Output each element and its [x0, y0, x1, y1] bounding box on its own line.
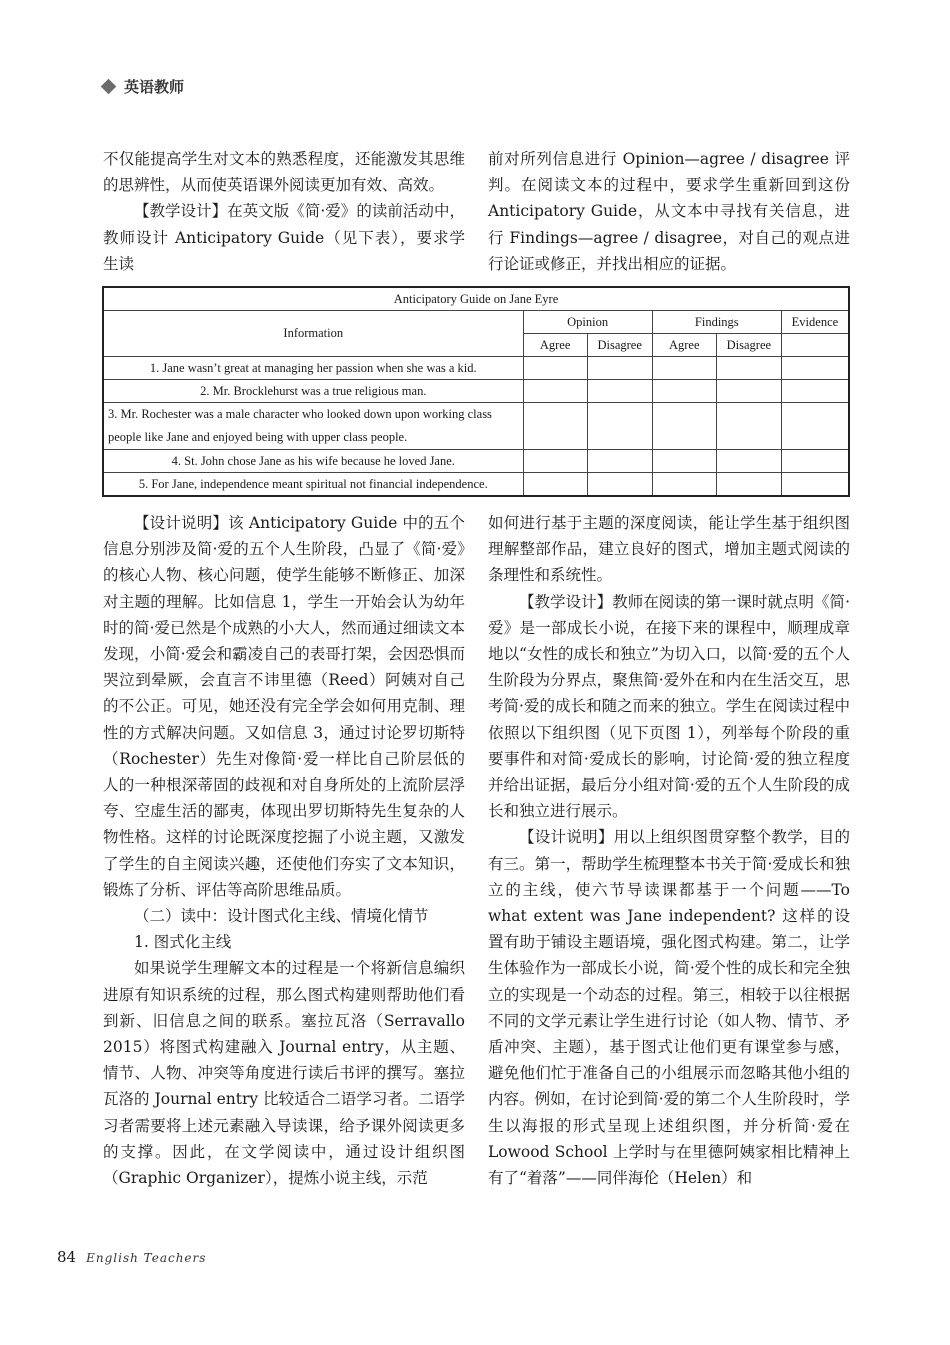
table-row [103, 450, 849, 473]
table-row [103, 380, 849, 403]
subsection-heading: 1. 图式化主线 [134, 933, 232, 952]
header-agree: Agree [652, 334, 716, 357]
top-left-column [103, 146, 465, 277]
header-information: Information [103, 311, 523, 357]
paragraph: 如果说学生理解文本的过程是一个将新信息编织进原有知识系统的过程，那么图式构建则帮助他们看到新、旧信息之间的联系。塞拉瓦洛（Serravallo 2015）将图式构建融入 Journal entry，从主题、情节、人物、冲突等角度进行读后书评的撰写。塞拉瓦洛的 Journal entry 比较适合二语学习者。二语学习者需要将上述元素融入导读课，给予课外阅读更多的支撑。因此，在文学阅读中，通过设计组织图（Graphic Organizer），提炼小说主线，示范 [103, 959, 465, 1188]
header-disagree: Disagree [587, 334, 652, 357]
evidence-cell [781, 334, 849, 357]
paragraph: 【教学设计】教师在阅读的第一课时就点明《简·爱》是一部成长小说，在接下来的课程中，顺理成章地以“女性的成长和独立”为切入口，以简·爱的五个人生阶段为分界点，聚焦简·爱外在和内在生活交互，思考简·爱的成长和随之而来的独立。学生在阅读过程中依照以下组织图（见下页图 1），列举每个阶段的重要事件和对简·爱成长的影响，讨论简·爱的独立程度并给出证据，最后分小组对简·爱的五个人生阶段的成长和独立进行展示。 [488, 592, 850, 821]
info-cell: 1. Jane wasn’t great at managing her passion when she was a kid. [103, 357, 523, 380]
right-column [488, 510, 850, 1191]
page-footer [57, 1248, 206, 1266]
paragraph: 【设计说明】用以上组织图贯穿整个教学，目的有三。第一，帮助学生梳理整本书关于简·爱成长和独立的主线，使六节导读课都基于一个问题——To what extent was Jane independent? 这样的设置有助于铺设主题语境，强化图式构建。第二，让学生体验作为一部成长小说，简·爱个性的成长和完全独立的实现是一个动态的过程。第三，相较于以往根据不同的文学元素让学生进行讨论（如人物、情节、矛盾冲突、主题），基于图式让他们更有课堂参与感，避免他们忙于准备自己的小组展示而忽略其他小组的内容。例如，在讨论到简·爱的第二个人生阶段时，学生以海报的形式呈现上述组织图，并分析简·爱在 Lowood School 上学时与在里德阿姨家相比精神上有了“着落”——同伴海伦（Helen）和 [488, 828, 850, 1188]
header-agree: Agree [523, 334, 587, 357]
paragraph: 如何进行基于主题的深度阅读，能让学生基于组织图理解整部作品，建立良好的图式，增加主题式阅读的条理性和系统性。 [488, 514, 850, 585]
journal-title: 英语教师 [124, 78, 185, 96]
table-title: Anticipatory Guide on Jane Eyre [103, 287, 849, 311]
header-disagree: Disagree [716, 334, 781, 357]
left-column [103, 510, 465, 1191]
diamond-icon [101, 79, 117, 95]
info-cell: 4. St. John chose Jane as his wife because he loved Jane. [103, 450, 523, 473]
info-cell: 2. Mr. Brocklehurst was a true religious man. [103, 380, 523, 403]
header-opinion: Opinion [523, 311, 652, 334]
header-evidence: Evidence [781, 311, 849, 334]
paragraph: 【教学设计】在英文版《简·爱》的读前活动中，教师设计 Anticipatory Guide（见下表），要求学生读 [103, 202, 465, 273]
info-cell: 5. For Jane, independence meant spiritual not financial independence. [103, 473, 523, 497]
info-cell: 3. Mr. Rochester was a male character who looked down upon working class people like Jane and enjoyed being with upper class people. [103, 403, 523, 450]
header-findings: Findings [652, 311, 781, 334]
journal-header [103, 76, 184, 97]
page-number: 84 [57, 1248, 77, 1266]
journal-name: English Teachers [86, 1251, 207, 1265]
anticipatory-guide-table [102, 286, 850, 497]
paragraph: 不仅能提高学生对文本的熟悉程度，还能激发其思维的思辨性，从而使英语课外阅读更加有效、高效。 [103, 150, 465, 195]
paragraph: 前对所列信息进行 Opinion—agree / disagree 评判。在阅读文本的过程中，要求学生重新回到这份 Anticipatory Guide，从文本中寻找有关信息，进行 Findings—agree / disagree，对自己的观点进行论证或修正，并找出相应的证据。 [488, 150, 850, 273]
table-row [103, 403, 849, 450]
table-row [103, 357, 849, 380]
table-row [103, 473, 849, 497]
top-right-column [488, 146, 850, 277]
paragraph: 【设计说明】该 Anticipatory Guide 中的五个信息分别涉及简·爱的五个人生阶段，凸显了《简·爱》的核心人物、核心问题，使学生能够不断修正、加深对主题的理解。比如信息 1，学生一开始会认为幼年时的简·爱已然是个成熟的小大人，然而通过细读文本发现，小简·爱会和霸凌自己的表哥打架，会因恐惧而哭泣到晕厥，会直言不讳里德（Reed）阿姨对自己的不公正。可见，她还没有完全学会如何用克制、理性的方式解决问题。又如信息 3，通过讨论罗切斯特（Rochester）先生对像简·爱一样比自己阶层低的人的一种根深蒂固的歧视和对自身所处的上流阶层浮夸、空虚生活的鄙夷，体现出罗切斯特先生复杂的人物性格。这样的讨论既深度挖掘了小说主题，又激发了学生的自主阅读兴趣，还使他们夯实了文本知识，锻炼了分析、评估等高阶思维品质。 [103, 514, 465, 899]
section-heading: （二）读中：设计图式化主线、情境化情节 [134, 907, 429, 926]
